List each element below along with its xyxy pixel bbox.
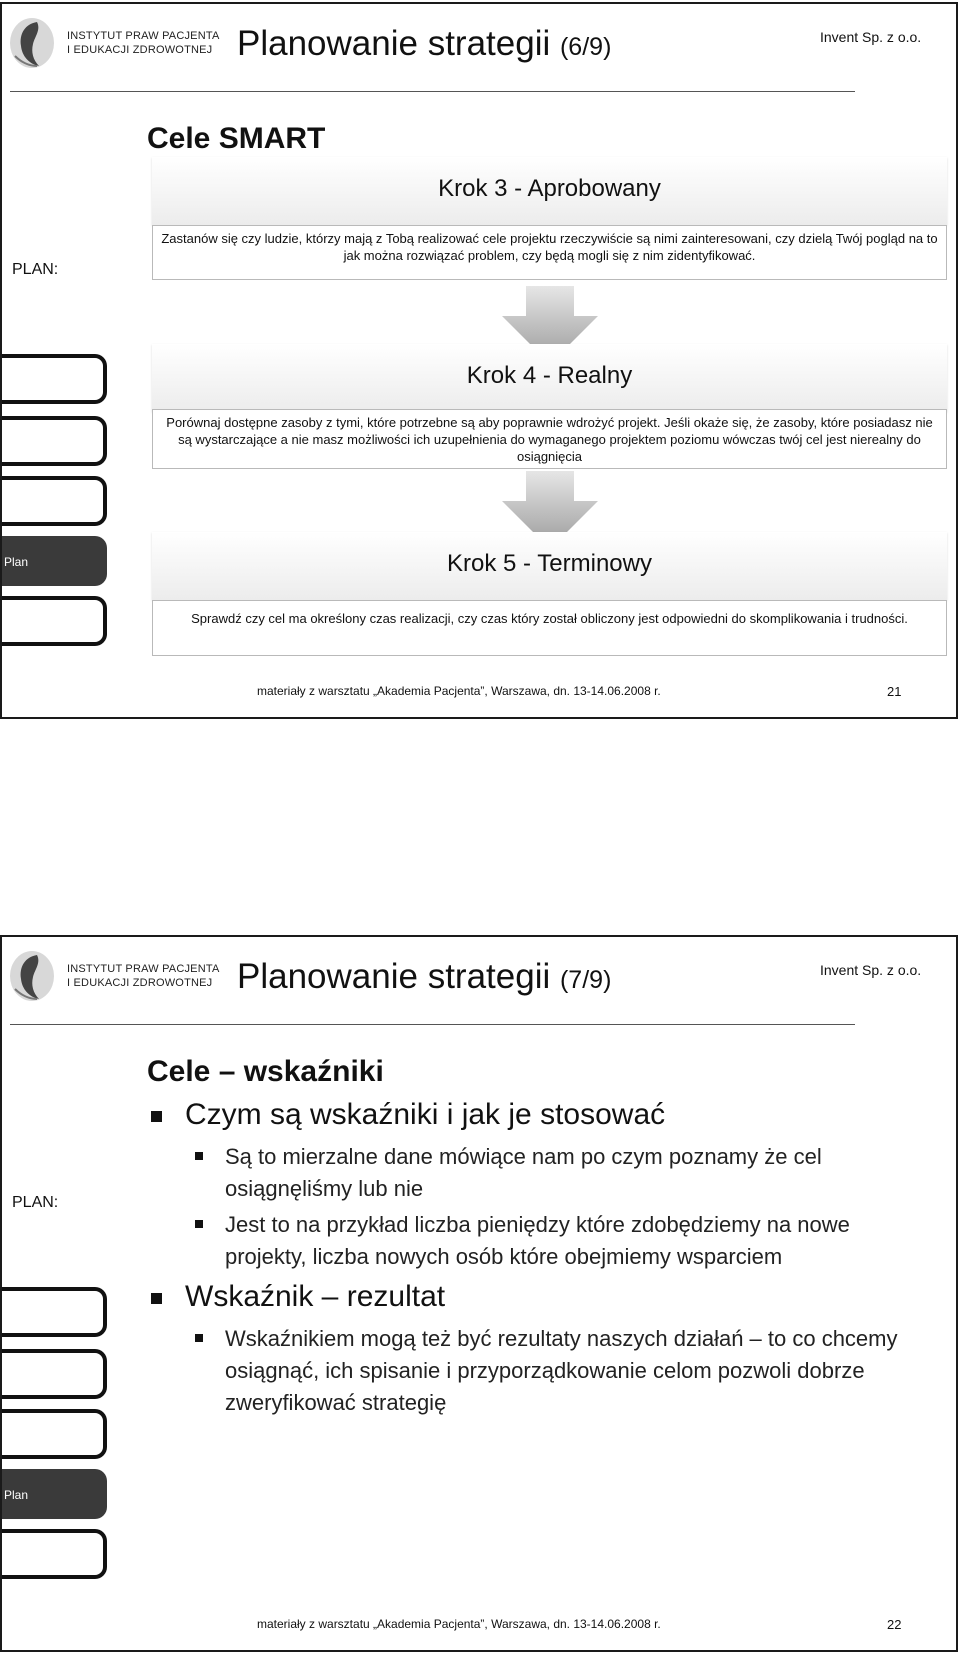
slide-title bbox=[237, 957, 611, 997]
step-5-description: Sprawdź czy cel ma określony czas realizacji, czy czas który został obliczony jest odpowiedni do skomplikowania i trudności. bbox=[152, 600, 947, 656]
company-name: Invent Sp. z o.o. bbox=[820, 29, 922, 45]
sub-bullet-item: Wskaźnikiem mogą też być rezultaty naszych działań – to co chcemy osiągnąć, ich spisanie i przyporządkowanie celom pozwoli dobrze zweryfikować strategię bbox=[147, 1323, 927, 1419]
step-3-heading-text: Krok 3 - Aprobowany bbox=[438, 175, 661, 202]
title-divider bbox=[10, 1024, 855, 1025]
slide-footer: materiały z warsztatu „Akademia Pacjenta”, Warszawa, dn. 13-14.06.2008 r. bbox=[257, 684, 661, 698]
slide-subtitle: Cele – wskaźniki bbox=[147, 1055, 384, 1088]
page-number: 21 bbox=[887, 684, 902, 699]
slide-counter: (6/9) bbox=[559, 33, 612, 61]
step-4-heading-text: Krok 4 - Realny bbox=[466, 362, 633, 389]
step-4-description: Porównaj dostępne zasoby z tymi, które potrzebne są aby poprawnie wdrożyć projekt. Jeśli okaże się, że zasoby, które posiadasz nie są wystarczające a nie masz możliwości ich uzupełnienia do wymaganego projektem poziomu wówczas twój cel jest nierealny do osiągnięcia bbox=[152, 409, 947, 469]
side-tab-2[interactable] bbox=[2, 1349, 107, 1399]
slide-title bbox=[237, 24, 611, 64]
step-5-heading bbox=[152, 532, 947, 600]
logo-line2: I EDUKACJI ZDROWOTNEJ bbox=[67, 977, 213, 989]
bullet-list bbox=[147, 1097, 927, 1423]
step-5-heading-text: Krok 5 - Terminowy bbox=[447, 550, 652, 577]
plan-label: PLAN: bbox=[12, 1194, 59, 1211]
logo-line1: INSTYTUT PRAW PACJENTA bbox=[67, 963, 220, 975]
side-tab-plan-label: Plan bbox=[4, 555, 29, 569]
side-tab-plan-label: Plan bbox=[4, 1488, 29, 1502]
slide-counter: (7/9) bbox=[559, 966, 612, 994]
plan-label: PLAN: bbox=[12, 261, 59, 278]
bullet-item: Czym są wskaźniki i jak je stosować bbox=[147, 1097, 927, 1133]
step-3-heading bbox=[152, 157, 947, 225]
institute-logo-mark-icon bbox=[7, 949, 57, 1003]
side-tab-3[interactable] bbox=[2, 476, 107, 526]
sub-bullet-item: Jest to na przykład liczba pieniędzy które zdobędziemy na nowe projekty, liczba nowych osób które obejmiemy wsparciem bbox=[147, 1209, 927, 1273]
side-tab-2[interactable] bbox=[2, 416, 107, 466]
slide-subtitle: Cele SMART bbox=[147, 122, 326, 155]
side-tab-5[interactable] bbox=[2, 1529, 107, 1579]
institute-logo bbox=[7, 949, 220, 1009]
logo-line1: INSTYTUT PRAW PACJENTA bbox=[67, 30, 220, 42]
side-tab-5[interactable] bbox=[2, 596, 107, 646]
slide-21 bbox=[0, 2, 958, 719]
side-tab-plan[interactable] bbox=[2, 1469, 107, 1519]
slide-title-text: Planowanie strategii bbox=[237, 24, 551, 63]
slide-22 bbox=[0, 935, 958, 1652]
side-tab-1[interactable] bbox=[2, 1287, 107, 1337]
title-divider bbox=[10, 91, 855, 92]
side-tab-3[interactable] bbox=[2, 1409, 107, 1459]
side-tab-plan[interactable] bbox=[2, 536, 107, 586]
logo-line2: I EDUKACJI ZDROWOTNEJ bbox=[67, 44, 213, 56]
company-name: Invent Sp. z o.o. bbox=[820, 962, 922, 978]
step-4-heading bbox=[152, 344, 947, 412]
step-3-description: Zastanów się czy ludzie, którzy mają z Tobą realizować cele projektu rzeczywiście są nimi zainteresowani, czy dzielą Twój pogląd na to jak można rozwiązać problem, czy będą mogli się z nim zidentyfikować. bbox=[152, 225, 947, 280]
institute-logo bbox=[7, 16, 220, 76]
sub-bullet-item: Są to mierzalne dane mówiące nam po czym poznamy że cel osiągnęliśmy lub nie bbox=[147, 1141, 927, 1205]
slide-footer: materiały z warsztatu „Akademia Pacjenta”, Warszawa, dn. 13-14.06.2008 r. bbox=[257, 1617, 661, 1631]
slide-title-text: Planowanie strategii bbox=[237, 957, 551, 996]
side-tab-1[interactable] bbox=[2, 354, 107, 404]
page-number: 22 bbox=[887, 1617, 902, 1632]
institute-logo-mark-icon bbox=[7, 16, 57, 70]
bullet-item: Wskaźnik – rezultat bbox=[147, 1279, 927, 1315]
